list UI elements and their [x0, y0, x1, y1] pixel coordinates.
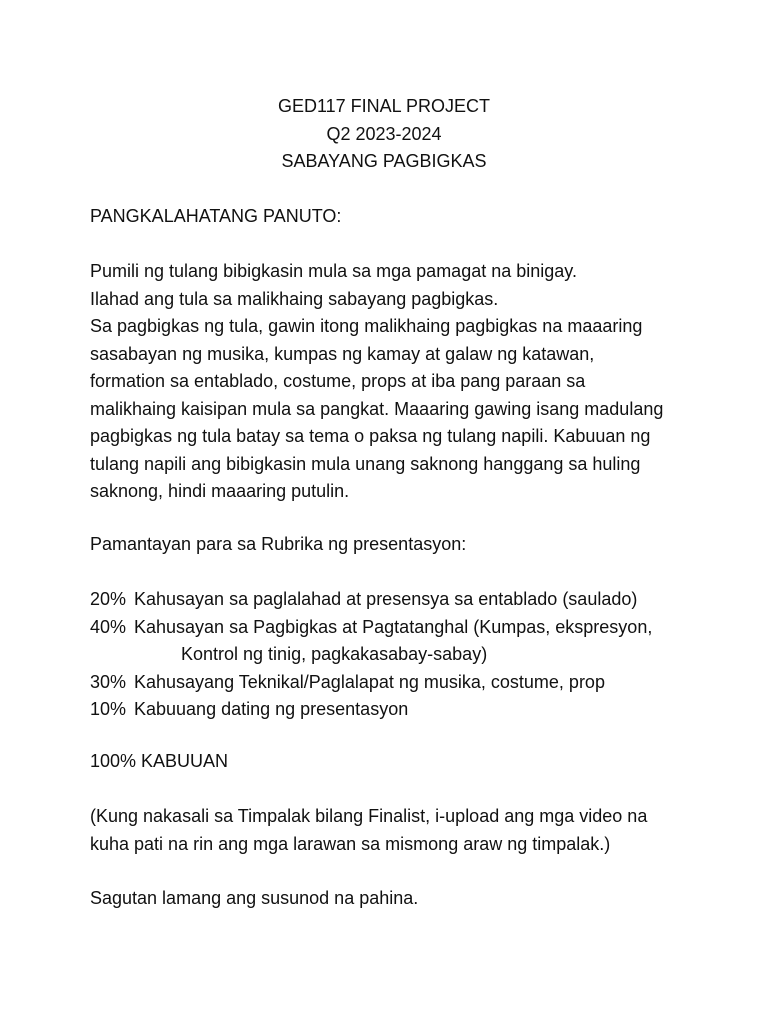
document-title — [0, 93, 768, 176]
instruction-line: Sa pagbigkas ng tula, gawin itong malikhaing pagbigkas na maaaring — [90, 316, 643, 336]
rubric-item — [90, 586, 690, 614]
instructions-heading: PANGKALAHATANG PANUTO: — [90, 206, 342, 226]
rubric-percent: 20% — [90, 589, 127, 609]
rubric-heading: Pamantayan para sa Rubrika ng presentasyon: — [90, 534, 467, 554]
rubric-criterion-continuation: Kontrol ng tinig, pagkakasabay-sabay) — [181, 644, 488, 664]
rubric-list — [90, 586, 690, 724]
instruction-line: pagbigkas ng tula batay sa tema o paksa ng tulang napili. Kabuuan ng — [90, 426, 651, 446]
rubric-criterion: Kabuuang dating ng presentasyon — [134, 699, 409, 719]
rubric-total: 100% KABUUAN — [90, 751, 229, 771]
instruction-line: Pumili ng tulang bibigkasin mula sa mga pamagat na binigay. — [90, 261, 577, 281]
rubric-criterion: Kahusayan sa Pagbigkas at Pagtatanghal (Kumpas, ekspresyon, — [134, 616, 653, 637]
rubric-percent: 10% — [90, 699, 127, 719]
rubric-percent: 40% — [90, 616, 127, 637]
rubric-item — [90, 696, 690, 724]
note-line: (Kung nakasali sa Timpalak bilang Finalist, i-upload ang mga video na — [90, 806, 648, 826]
instructions-paragraph — [90, 258, 690, 506]
note-paragraph — [90, 803, 690, 858]
instruction-line: Ilahad ang tula sa malikhaing sabayang pagbigkas. — [90, 288, 499, 309]
note-line: kuha pati na rin ang mga larawan sa mismong araw ng timpalak.) — [90, 833, 611, 854]
closing-instruction: Sagutan lamang ang susunod na pahina. — [90, 888, 419, 908]
instruction-line: sasabayan ng musika, kumpas ng kamay at galaw ng katawan, — [90, 343, 595, 364]
instruction-line: tulang napili ang bibigkasin mula unang saknong hanggang sa huling — [90, 453, 641, 474]
rubric-item — [90, 669, 690, 697]
title-line-term: Q2 2023-2024 — [326, 123, 442, 144]
instruction-line: formation sa entablado, costume, props at iba pang paraan sa — [90, 371, 586, 391]
title-line-subject: SABAYANG PAGBIGKAS — [281, 151, 487, 171]
rubric-item — [90, 614, 690, 642]
title-line-course: GED117 FINAL PROJECT — [277, 96, 491, 116]
rubric-criterion: Kahusayang Teknikal/Paglalapat ng musika, costume, prop — [134, 671, 605, 692]
instruction-line: saknong, hindi maaaring putulin. — [90, 481, 350, 501]
instruction-line: malikhaing kaisipan mula sa pangkat. Maaaring gawing isang madulang — [90, 398, 664, 419]
rubric-criterion: Kahusayan sa paglalahad at presensya sa entablado (saulado) — [134, 589, 638, 609]
rubric-percent: 30% — [90, 671, 127, 692]
